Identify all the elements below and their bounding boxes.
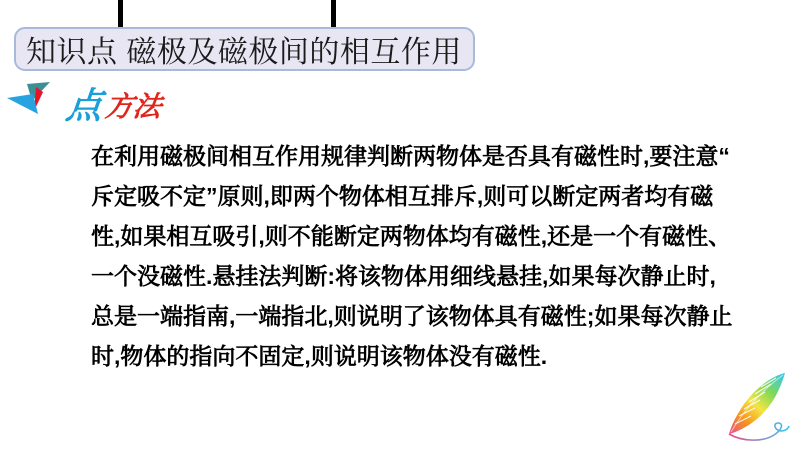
method-tip-dot-char: 点: [63, 85, 105, 126]
knowledge-point-banner: [14, 27, 475, 71]
banner-title: 知识点 磁极及磁极间的相互作用: [26, 36, 462, 69]
body-line: 一个没磁性.悬挂法判断:将该物体用细线悬挂,如果每次静止时,: [91, 263, 716, 289]
connector-line-right: [331, 0, 336, 28]
connector-line-left: [118, 0, 123, 28]
method-tip-label: 方法: [103, 91, 164, 122]
body-line: 时,物体的指向不固定,则说明该物体没有磁性.: [91, 343, 548, 369]
body-line: 总是一端指南,一端指北,则说明了该物体具有磁性;如果每次静止: [91, 303, 733, 329]
method-tip-header: [6, 78, 164, 126]
body-line: 在利用磁极间相互作用规律判断两物体是否具有磁性时,要注意“: [91, 143, 730, 169]
body-paragraph: [91, 136, 751, 376]
body-line: 斥定吸不定”原则,即两个物体相互排斥,则可以断定两者均有磁: [91, 183, 714, 209]
paper-plane-icon: [6, 80, 66, 124]
feather-icon: [695, 368, 795, 448]
body-line: 性,如果相互吸引,则不能断定两物体均有磁性,还是一个有磁性、: [91, 223, 732, 249]
